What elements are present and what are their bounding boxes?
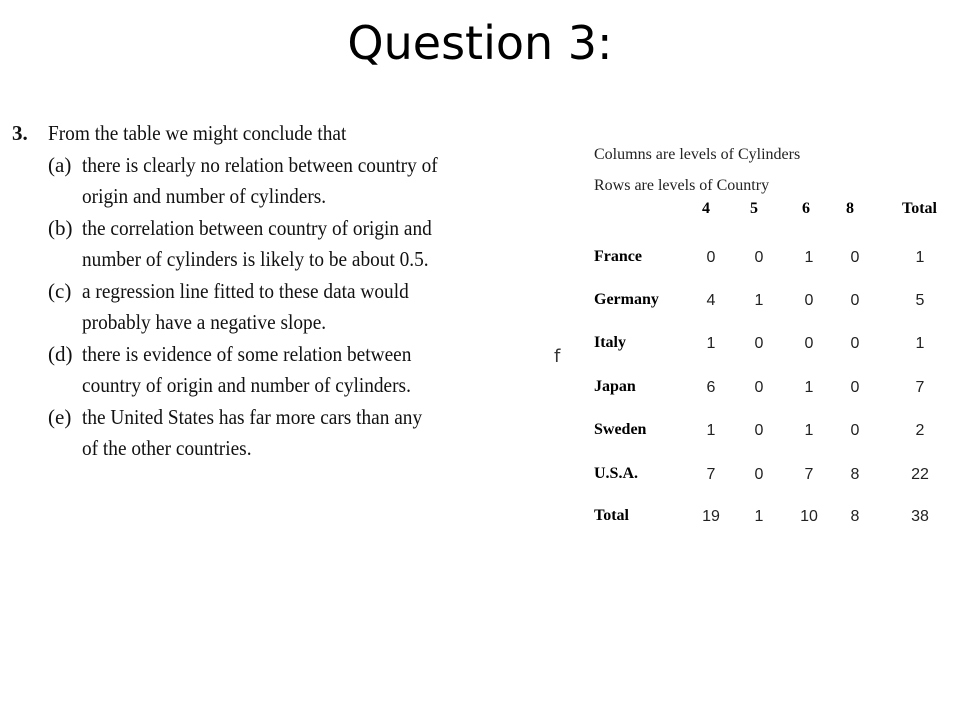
option-a — [48, 150, 552, 213]
table-cell: 7 — [915, 379, 925, 396]
column-header: 6 — [802, 200, 810, 217]
row-label: Japan — [594, 378, 636, 395]
table-cell: 0 — [850, 422, 860, 439]
table-cell: 1 — [915, 249, 925, 266]
option-text: the United States has far more cars than any of the other countries. — [82, 404, 423, 460]
table-cell: 8 — [850, 508, 860, 525]
option-letter: (a) — [48, 152, 72, 177]
table-cell: 0 — [850, 292, 860, 309]
table-cell: 1 — [804, 422, 814, 439]
row-label: Sweden — [594, 421, 647, 438]
column-header: 4 — [702, 200, 710, 217]
table-cell: 5 — [915, 292, 925, 309]
table-cell: 1 — [754, 292, 764, 309]
table-cell: 22 — [911, 466, 929, 483]
table-cell: 0 — [754, 335, 764, 352]
option-letter: (c) — [48, 278, 72, 303]
table-cell: 1 — [706, 335, 716, 352]
option-text: a regression line fitted to these data would probably have a negative slope. — [82, 278, 409, 334]
table-cell: 10 — [800, 508, 818, 525]
question-stem: From the table we might conclude that — [48, 121, 347, 145]
option-c — [48, 276, 552, 339]
table-cell: 8 — [850, 466, 860, 483]
table-cell: 0 — [754, 379, 764, 396]
column-header: 5 — [750, 200, 758, 217]
table-cell: 7 — [706, 466, 716, 483]
table-cell: 6 — [706, 379, 716, 396]
table-cell: 0 — [754, 422, 764, 439]
option-text: the correlation between country of origin and number of cylinders is likely to be about 0.5. — [82, 215, 432, 271]
question-number: 3. — [12, 121, 28, 145]
table-cell: 0 — [804, 292, 814, 309]
question-stem-line — [12, 118, 552, 150]
option-d — [48, 339, 552, 402]
option-text: there is clearly no relation between country of origin and number of cylinders. — [82, 152, 438, 208]
row-label: Italy — [594, 334, 626, 351]
column-header: Total — [902, 200, 937, 217]
table-cell: 1 — [804, 249, 814, 266]
table-cell: 2 — [915, 422, 925, 439]
option-letter: (e) — [48, 404, 72, 429]
table-cell: 0 — [850, 335, 860, 352]
table-cell: 0 — [850, 379, 860, 396]
table-cell: 1 — [915, 335, 925, 352]
column-header: 8 — [846, 200, 854, 217]
option-text: there is evidence of some relation between country of origin and number of cylinders. — [82, 341, 412, 397]
table-caption-rows: Rows are levels of Country — [594, 177, 770, 194]
table-cell: 19 — [702, 508, 720, 525]
table-cell: 0 — [754, 466, 764, 483]
crosstab-block — [594, 142, 960, 525]
table-cell: 4 — [706, 292, 716, 309]
table-cell: 7 — [804, 466, 814, 483]
table-cell: 1 — [754, 508, 764, 525]
slide-title: Question 3: — [347, 16, 613, 70]
table-caption-columns: Columns are levels of Cylinders — [594, 146, 801, 163]
row-label: Total — [594, 507, 629, 524]
table-cell: 0 — [706, 249, 716, 266]
option-letter: (b) — [48, 215, 73, 240]
stray-mark: f — [554, 346, 561, 367]
option-letter: (d) — [48, 341, 73, 366]
table-cell: 0 — [804, 335, 814, 352]
table-cell: 0 — [754, 249, 764, 266]
table-cell: 1 — [706, 422, 716, 439]
question-block — [12, 118, 552, 465]
table-cell: 38 — [911, 508, 929, 525]
table-cell: 1 — [804, 379, 814, 396]
row-label: U.S.A. — [594, 465, 639, 482]
option-b — [48, 213, 552, 276]
row-label: Germany — [594, 291, 659, 308]
option-e — [48, 402, 552, 465]
row-label: France — [594, 248, 642, 265]
table-cell: 0 — [850, 249, 860, 266]
